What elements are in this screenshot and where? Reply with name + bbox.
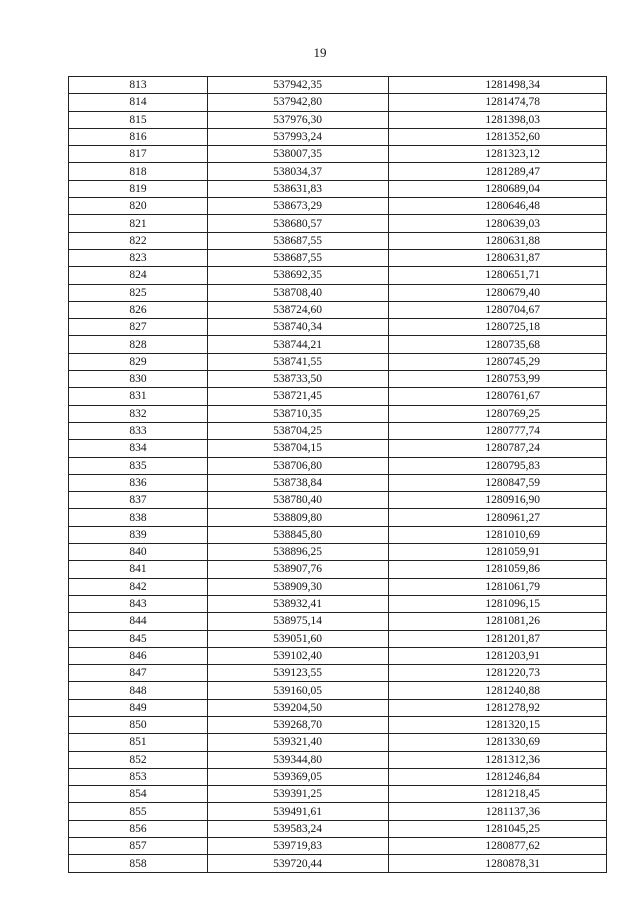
point-number-cell: 822	[69, 232, 208, 249]
y-coordinate-cell: 1281320,15	[389, 716, 607, 733]
point-number-cell: 827	[69, 319, 208, 336]
table-row	[69, 647, 607, 664]
x-coordinate-cell: 538896,25	[208, 544, 389, 561]
page-number: 19	[313, 45, 327, 60]
y-coordinate-cell: 1280916,90	[389, 492, 607, 509]
y-coordinate-cell: 1280761,67	[389, 388, 607, 405]
point-number-cell: 843	[69, 595, 208, 612]
table-row	[69, 353, 607, 370]
table-row	[69, 682, 607, 699]
table-row	[69, 665, 607, 682]
y-coordinate-cell: 1280735,68	[389, 336, 607, 353]
y-coordinate-cell: 1280639,03	[389, 215, 607, 232]
point-number-cell: 852	[69, 751, 208, 768]
x-coordinate-cell: 539369,05	[208, 768, 389, 785]
table-row	[69, 319, 607, 336]
point-number-cell: 835	[69, 457, 208, 474]
x-coordinate-cell: 539204,50	[208, 699, 389, 716]
point-number-cell: 830	[69, 371, 208, 388]
x-coordinate-cell: 538907,76	[208, 561, 389, 578]
x-coordinate-cell: 539051,60	[208, 630, 389, 647]
table-row	[69, 561, 607, 578]
y-coordinate-cell: 1281240,88	[389, 682, 607, 699]
point-number-cell: 837	[69, 492, 208, 509]
x-coordinate-cell: 539268,70	[208, 716, 389, 733]
y-coordinate-cell: 1281220,73	[389, 665, 607, 682]
x-coordinate-cell: 538706,80	[208, 457, 389, 474]
point-number-cell: 832	[69, 405, 208, 422]
table-row	[69, 578, 607, 595]
y-coordinate-cell: 1281061,79	[389, 578, 607, 595]
y-coordinate-cell: 1280753,99	[389, 371, 607, 388]
x-coordinate-cell: 538738,84	[208, 474, 389, 491]
point-number-cell: 858	[69, 855, 208, 872]
x-coordinate-cell: 539583,24	[208, 820, 389, 837]
table-row	[69, 509, 607, 526]
y-coordinate-cell: 1280631,87	[389, 249, 607, 266]
point-number-cell: 836	[69, 474, 208, 491]
point-number-cell: 855	[69, 803, 208, 820]
y-coordinate-cell: 1280787,24	[389, 440, 607, 457]
y-coordinate-cell: 1280877,62	[389, 838, 607, 855]
point-number-cell: 828	[69, 336, 208, 353]
point-number-cell: 816	[69, 128, 208, 145]
x-coordinate-cell: 539123,55	[208, 665, 389, 682]
x-coordinate-cell: 539391,25	[208, 786, 389, 803]
point-number-cell: 841	[69, 561, 208, 578]
point-number-cell: 840	[69, 544, 208, 561]
x-coordinate-cell: 538631,83	[208, 180, 389, 197]
x-coordinate-cell: 538673,29	[208, 198, 389, 215]
point-number-cell: 850	[69, 716, 208, 733]
point-number-cell: 844	[69, 613, 208, 630]
y-coordinate-cell: 1280878,31	[389, 855, 607, 872]
point-number-cell: 856	[69, 820, 208, 837]
table-row	[69, 301, 607, 318]
x-coordinate-cell: 537942,80	[208, 94, 389, 111]
x-coordinate-cell: 538740,34	[208, 319, 389, 336]
y-coordinate-cell: 1281059,86	[389, 561, 607, 578]
y-coordinate-cell: 1281203,91	[389, 647, 607, 664]
point-number-cell: 848	[69, 682, 208, 699]
table-row	[69, 336, 607, 353]
point-number-cell: 847	[69, 665, 208, 682]
point-number-cell: 824	[69, 267, 208, 284]
x-coordinate-cell: 538741,55	[208, 353, 389, 370]
x-coordinate-cell: 537993,24	[208, 128, 389, 145]
x-coordinate-cell: 538721,45	[208, 388, 389, 405]
y-coordinate-cell: 1281352,60	[389, 128, 607, 145]
y-coordinate-cell: 1281498,34	[389, 77, 607, 94]
y-coordinate-cell: 1281201,87	[389, 630, 607, 647]
coordinates-table	[68, 76, 607, 873]
table-row	[69, 699, 607, 716]
point-number-cell: 842	[69, 578, 208, 595]
table-row	[69, 146, 607, 163]
y-coordinate-cell: 1280646,48	[389, 198, 607, 215]
y-coordinate-cell: 1281398,03	[389, 111, 607, 128]
x-coordinate-cell: 539321,40	[208, 734, 389, 751]
point-number-cell: 857	[69, 838, 208, 855]
y-coordinate-cell: 1281278,92	[389, 699, 607, 716]
table-row	[69, 595, 607, 612]
point-number-cell: 815	[69, 111, 208, 128]
table-row	[69, 474, 607, 491]
x-coordinate-cell: 538809,80	[208, 509, 389, 526]
y-coordinate-cell: 1280769,25	[389, 405, 607, 422]
y-coordinate-cell: 1280847,59	[389, 474, 607, 491]
table-row	[69, 768, 607, 785]
y-coordinate-cell: 1280795,83	[389, 457, 607, 474]
y-coordinate-cell: 1280679,40	[389, 284, 607, 301]
table-row	[69, 613, 607, 630]
x-coordinate-cell: 537976,30	[208, 111, 389, 128]
table-row	[69, 786, 607, 803]
point-number-cell: 845	[69, 630, 208, 647]
table-row	[69, 820, 607, 837]
point-number-cell: 854	[69, 786, 208, 803]
y-coordinate-cell: 1281330,69	[389, 734, 607, 751]
x-coordinate-cell: 538680,57	[208, 215, 389, 232]
y-coordinate-cell: 1280704,67	[389, 301, 607, 318]
y-coordinate-cell: 1281045,25	[389, 820, 607, 837]
point-number-cell: 814	[69, 94, 208, 111]
x-coordinate-cell: 539719,83	[208, 838, 389, 855]
x-coordinate-cell: 538708,40	[208, 284, 389, 301]
y-coordinate-cell: 1281246,84	[389, 768, 607, 785]
point-number-cell: 826	[69, 301, 208, 318]
point-number-cell: 849	[69, 699, 208, 716]
y-coordinate-cell: 1281218,45	[389, 786, 607, 803]
y-coordinate-cell: 1280689,04	[389, 180, 607, 197]
x-coordinate-cell: 538034,37	[208, 163, 389, 180]
table-row	[69, 457, 607, 474]
point-number-cell: 823	[69, 249, 208, 266]
table-row	[69, 422, 607, 439]
y-coordinate-cell: 1281474,78	[389, 94, 607, 111]
table-row	[69, 180, 607, 197]
table-row	[69, 163, 607, 180]
table-row	[69, 249, 607, 266]
x-coordinate-cell: 538845,80	[208, 526, 389, 543]
x-coordinate-cell: 537942,35	[208, 77, 389, 94]
table-row	[69, 734, 607, 751]
table-row	[69, 440, 607, 457]
x-coordinate-cell: 538704,25	[208, 422, 389, 439]
table-row	[69, 492, 607, 509]
x-coordinate-cell: 539344,80	[208, 751, 389, 768]
coordinates-table-body	[69, 77, 607, 873]
point-number-cell: 833	[69, 422, 208, 439]
table-row	[69, 284, 607, 301]
y-coordinate-cell: 1281059,91	[389, 544, 607, 561]
y-coordinate-cell: 1280631,88	[389, 232, 607, 249]
table-row	[69, 111, 607, 128]
y-coordinate-cell: 1280725,18	[389, 319, 607, 336]
table-row	[69, 751, 607, 768]
x-coordinate-cell: 538780,40	[208, 492, 389, 509]
point-number-cell: 831	[69, 388, 208, 405]
x-coordinate-cell: 538710,35	[208, 405, 389, 422]
table-row	[69, 232, 607, 249]
table-row	[69, 716, 607, 733]
y-coordinate-cell: 1281323,12	[389, 146, 607, 163]
y-coordinate-cell: 1280961,27	[389, 509, 607, 526]
point-number-cell: 853	[69, 768, 208, 785]
table-row	[69, 838, 607, 855]
point-number-cell: 818	[69, 163, 208, 180]
point-number-cell: 813	[69, 77, 208, 94]
x-coordinate-cell: 539491,61	[208, 803, 389, 820]
point-number-cell: 829	[69, 353, 208, 370]
point-number-cell: 846	[69, 647, 208, 664]
point-number-cell: 817	[69, 146, 208, 163]
point-number-cell: 838	[69, 509, 208, 526]
table-row	[69, 630, 607, 647]
table-row	[69, 371, 607, 388]
point-number-cell: 819	[69, 180, 208, 197]
point-number-cell: 834	[69, 440, 208, 457]
table-row	[69, 198, 607, 215]
x-coordinate-cell: 539720,44	[208, 855, 389, 872]
x-coordinate-cell: 538744,21	[208, 336, 389, 353]
y-coordinate-cell: 1281289,47	[389, 163, 607, 180]
y-coordinate-cell: 1280777,74	[389, 422, 607, 439]
x-coordinate-cell: 538687,55	[208, 249, 389, 266]
x-coordinate-cell: 539160,05	[208, 682, 389, 699]
y-coordinate-cell: 1281010,69	[389, 526, 607, 543]
x-coordinate-cell: 538975,14	[208, 613, 389, 630]
table-row	[69, 855, 607, 872]
table-row	[69, 94, 607, 111]
y-coordinate-cell: 1280745,29	[389, 353, 607, 370]
x-coordinate-cell: 538692,35	[208, 267, 389, 284]
y-coordinate-cell: 1281312,36	[389, 751, 607, 768]
x-coordinate-cell: 538007,35	[208, 146, 389, 163]
x-coordinate-cell: 538733,50	[208, 371, 389, 388]
y-coordinate-cell: 1281137,36	[389, 803, 607, 820]
point-number-cell: 825	[69, 284, 208, 301]
y-coordinate-cell: 1281081,26	[389, 613, 607, 630]
point-number-cell: 851	[69, 734, 208, 751]
y-coordinate-cell: 1281096,15	[389, 595, 607, 612]
x-coordinate-cell: 538704,15	[208, 440, 389, 457]
point-number-cell: 839	[69, 526, 208, 543]
table-row	[69, 388, 607, 405]
x-coordinate-cell: 538724,60	[208, 301, 389, 318]
table-row	[69, 544, 607, 561]
table-row	[69, 803, 607, 820]
table-row	[69, 77, 607, 94]
table-row	[69, 526, 607, 543]
table-row	[69, 267, 607, 284]
table-row	[69, 215, 607, 232]
x-coordinate-cell: 538909,30	[208, 578, 389, 595]
table-row	[69, 128, 607, 145]
y-coordinate-cell: 1280651,71	[389, 267, 607, 284]
point-number-cell: 820	[69, 198, 208, 215]
x-coordinate-cell: 538932,41	[208, 595, 389, 612]
x-coordinate-cell: 539102,40	[208, 647, 389, 664]
point-number-cell: 821	[69, 215, 208, 232]
table-row	[69, 405, 607, 422]
x-coordinate-cell: 538687,55	[208, 232, 389, 249]
